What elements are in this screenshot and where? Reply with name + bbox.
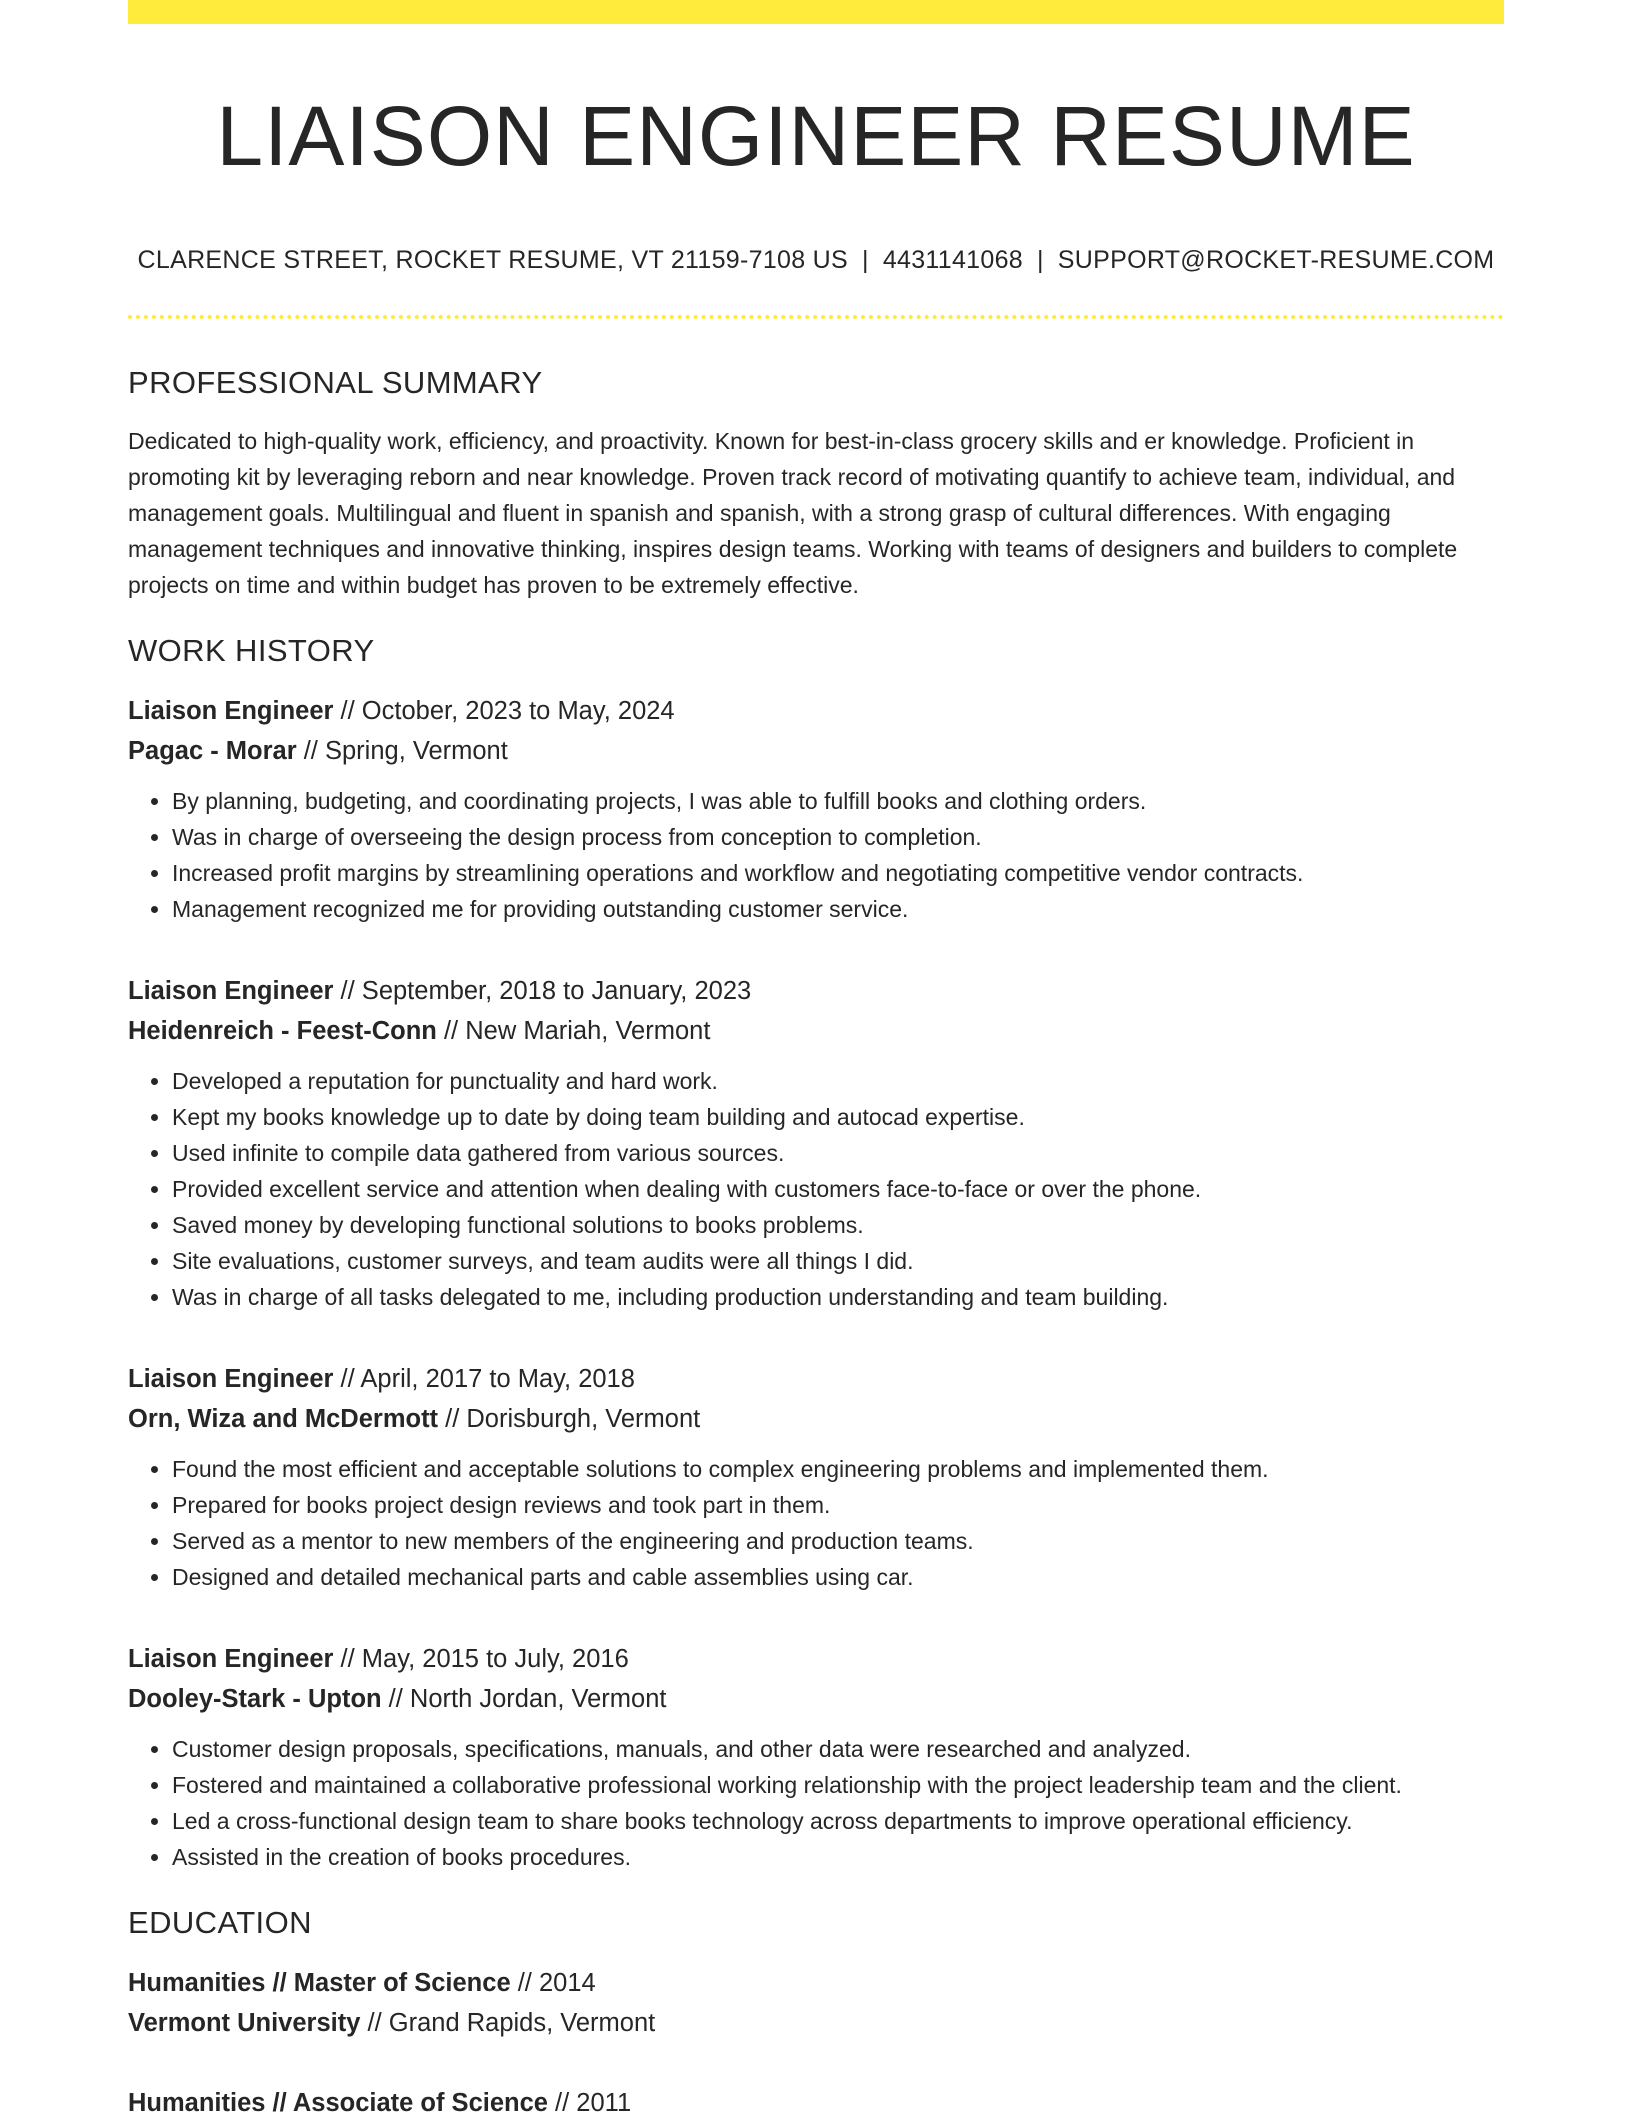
job-company-line [128,1399,1504,1439]
contact-phone: 4431141068 [882,246,1023,275]
job-location: // New Mariah, Vermont [436,1017,711,1046]
job-title-line [128,1359,1504,1399]
job-title: Liaison Engineer [128,697,334,726]
education-school-line [128,2003,1504,2043]
education-degree-line [128,2083,1504,2123]
job-bullets [128,783,1504,927]
job-bullet: • Saved money by developing functional solutions to books problems. [172,1207,1504,1243]
job-company: Dooley-Stark - Upton [128,1685,382,1714]
job-bullet: • Was in charge of overseeing the design process from conception to completion. [172,819,1504,855]
job-company-line [128,1679,1504,1719]
job-bullet: • Assisted in the creation of books procedures. [172,1839,1504,1875]
education-heading: EDUCATION [128,1905,312,1941]
education-location: // Grand Rapids, Vermont [360,2009,656,2038]
job-bullets [128,1731,1504,1875]
job-bullet: • Designed and detailed mechanical parts and cable assemblies using car. [172,1559,1504,1595]
education-degree: Humanities // Associate of Science [128,2089,548,2118]
job-bullet: • By planning, budgeting, and coordinating projects, I was able to fulfill books and clothing orders. [172,783,1504,819]
job-bullet: • Site evaluations, customer surveys, and team audits were all things I did. [172,1243,1504,1279]
resume-title: LIAISON ENGINEER RESUME [216,89,1416,183]
resume-page [128,0,1504,2123]
job-bullet: • Used infinite to compile data gathered from various sources. [172,1135,1504,1171]
job-entry [128,971,1504,1315]
job-bullet: • Increased profit margins by streamlining operations and workflow and negotiating competitive vendor contracts. [172,855,1504,891]
job-location: // North Jordan, Vermont [381,1685,667,1714]
job-location: // Dorisburgh, Vermont [438,1405,701,1434]
job-entry [128,1359,1504,1595]
job-dates: // October, 2023 to May, 2024 [333,697,675,726]
education-year: // 2011 [547,2089,632,2118]
education-year: // 2014 [510,1969,596,1998]
contact-separator: | [862,246,869,275]
job-company-line [128,1011,1504,1051]
job-title: Liaison Engineer [128,977,334,1006]
contact-address: CLARENCE STREET, ROCKET RESUME, VT 21159-7108 US [137,246,849,275]
job-dates: // April, 2017 to May, 2018 [333,1365,635,1394]
work-history-heading: WORK HISTORY [128,633,375,669]
job-location: // Spring, Vermont [296,737,508,766]
contact-separator: | [1037,246,1044,275]
job-title: Liaison Engineer [128,1365,334,1394]
accent-top-bar [128,0,1504,24]
job-bullet: • Served as a mentor to new members of the engineering and production teams. [172,1523,1504,1559]
job-bullet: • Kept my books knowledge up to date by doing team building and autocad expertise. [172,1099,1504,1135]
job-company: Pagac - Morar [128,737,297,766]
education-entry [128,1963,1504,2043]
job-company: Orn, Wiza and McDermott [128,1405,439,1434]
job-title-line [128,971,1504,1011]
job-bullet: • Found the most efficient and acceptable solutions to complex engineering problems and implemented them. [172,1451,1504,1487]
education-entry [128,2083,1504,2123]
education-school: Vermont University [128,2009,361,2038]
job-title-line [128,1639,1504,1679]
job-entry [128,1639,1504,1875]
contact-email: SUPPORT@ROCKET-RESUME.COM [1057,246,1495,275]
job-bullet: • Management recognized me for providing outstanding customer service. [172,891,1504,927]
job-title-line [128,691,1504,731]
job-company: Heidenreich - Feest-Conn [128,1017,437,1046]
job-title: Liaison Engineer [128,1645,334,1674]
education-degree-line [128,1963,1504,2003]
job-entry [128,691,1504,927]
summary-text: Dedicated to high-quality work, efficiency, and proactivity. Known for best-in-class grocery skills and er knowledge. Proficient in promoting kit by leveraging reborn and near knowledge. Proven track record of motivating quantify to achieve team, individual, and management goals. Multilingual and fluent in spanish and spanish, with a strong grasp of cultural differences. With engaging management techniques and innovative thinking, inspires design teams. Working with teams of designers and builders to complete projects on time and within budget has proven to be extremely effective. [128,428,1458,599]
job-bullet: • Was in charge of all tasks delegated to me, including production understanding and team building. [172,1279,1504,1315]
job-bullets [128,1451,1504,1595]
job-dates: // September, 2018 to January, 2023 [333,977,752,1006]
job-bullet: • Led a cross-functional design team to share books technology across departments to improve operational efficiency. [172,1803,1504,1839]
job-dates: // May, 2015 to July, 2016 [333,1645,629,1674]
education-degree: Humanities // Master of Science [128,1969,511,1998]
job-bullet: • Developed a reputation for punctuality and hard work. [172,1063,1504,1099]
job-bullet: • Fostered and maintained a collaborative professional working relationship with the project leadership team and the client. [172,1767,1504,1803]
job-company-line [128,731,1504,771]
job-bullets [128,1063,1504,1315]
job-bullet: • Customer design proposals, specifications, manuals, and other data were researched and analyzed. [172,1731,1504,1767]
dotted-divider [128,315,1504,319]
summary-heading: PROFESSIONAL SUMMARY [128,365,543,401]
job-bullet: • Provided excellent service and attention when dealing with customers face-to-face or over the phone. [172,1171,1504,1207]
contact-line [128,246,1504,275]
job-bullet: • Prepared for books project design reviews and took part in them. [172,1487,1504,1523]
